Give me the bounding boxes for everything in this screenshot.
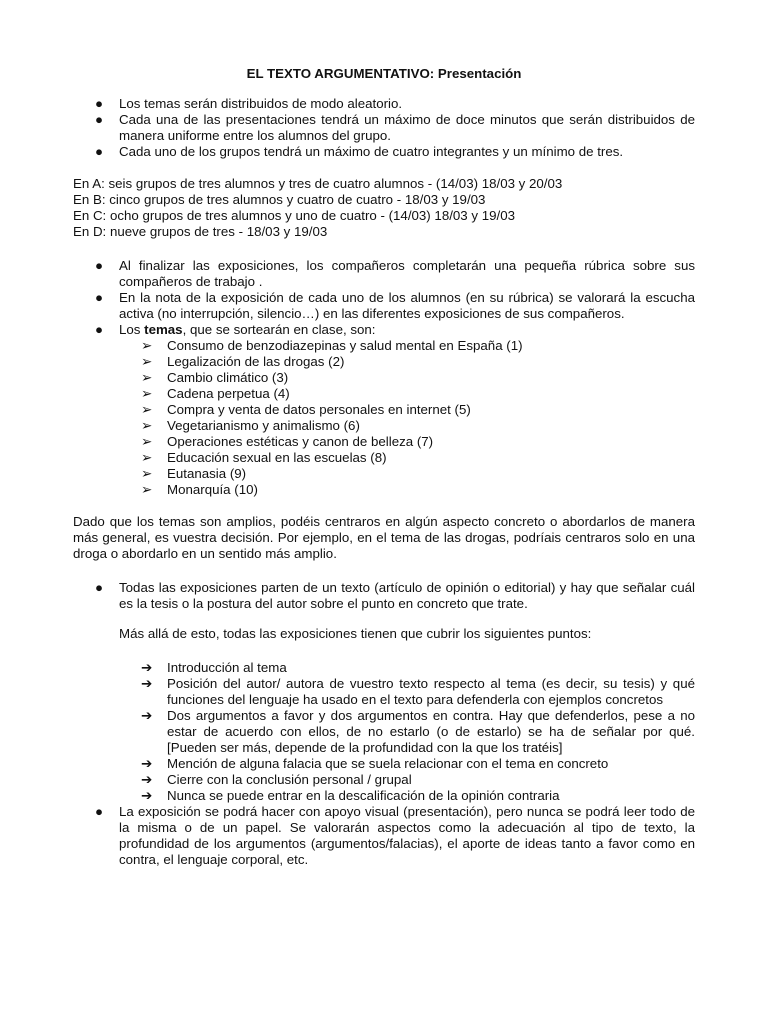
arrowhead-icon: ➢ bbox=[141, 402, 153, 417]
group-line: En B: cinco grupos de tres alumnos y cuatro de cuatro - 18/03 y 19/03 bbox=[73, 192, 486, 207]
bullet-dot-icon: ● bbox=[95, 144, 104, 159]
list-item: ● Al finalizar las exposiciones, los compañeros completarán una pequeña rúbrica sobre sus compañeros de trabajo . bbox=[95, 258, 695, 289]
arrow-right-icon: ➔ bbox=[141, 772, 153, 787]
bullet-dot-icon: ● bbox=[95, 290, 104, 305]
topic-item: ➢ Compra y venta de datos personales en internet (5) bbox=[141, 402, 471, 417]
arrow-right-icon: ➔ bbox=[141, 788, 153, 803]
arrowhead-icon: ➢ bbox=[141, 466, 153, 481]
bullet-dot-icon: ● bbox=[95, 258, 104, 273]
topics-list bbox=[141, 338, 695, 498]
topics-keyword: temas bbox=[144, 322, 183, 337]
topic-item: ➢ Monarquía (10) bbox=[141, 482, 258, 497]
points-list bbox=[141, 660, 695, 804]
topic-item: ➢ Vegetarianismo y animalismo (6) bbox=[141, 418, 360, 433]
group-line: En A: seis grupos de tres alumnos y tres de cuatro alumnos - (14/03) 18/03 y 20/03 bbox=[73, 176, 563, 191]
arrowhead-icon: ➢ bbox=[141, 418, 153, 433]
bullet-dot-icon: ● bbox=[95, 322, 104, 337]
arrow-right-icon: ➔ bbox=[141, 660, 153, 675]
list-item: ● Cada uno de los grupos tendrá un máximo de cuatro integrantes y un mínimo de tres. bbox=[95, 144, 624, 159]
arrow-right-icon: ➔ bbox=[141, 756, 153, 771]
topics-note-paragraph: Dado que los temas son amplios, podéis centraros en algún aspecto concreto o abordarlos de manera más general, es vuestra decisión. Por ejemplo, en el tema de las drogas, podríais centraros solo en una droga o abordarlo en un sentido más amplio. bbox=[73, 514, 695, 561]
document-title: EL TEXTO ARGUMENTATIVO: Presentación bbox=[246, 66, 522, 81]
topic-item: ➢ Eutanasia (9) bbox=[141, 466, 247, 481]
bullet-dot-icon: ● bbox=[95, 580, 104, 595]
points-wrapper bbox=[73, 660, 695, 868]
points-intro-paragraph: Más allá de esto, todas las exposiciones tienen que cubrir los siguientes puntos: bbox=[119, 626, 592, 641]
list-item: ● Cada una de las presentaciones tendrá un máximo de doce minutos que serán distribuidos de manera uniforme entre los alumnos del grupo. bbox=[95, 112, 695, 143]
bullet-dot-icon: ● bbox=[95, 112, 104, 127]
list-item-topics: ● Los temas, que se sortearán en clase, son: ➢ Consumo de benzodiazepinas y salud mental en España (1) ➢ Legalización de las drogas (2) ➢ Cambio climático (3) ➢ Cadena perpetua (4) ➢ Compra y venta de datos personales en internet (5) ➢ Vegetarianismo y animalismo (6) ➢ Operaciones estéticas y canon de belleza (7) ➢ Educación sexual en las escuelas (8) ➢ Eutanasia (9) ➢ Monarquía (10) bbox=[73, 322, 695, 498]
point-item: ➔ Introducción al tema bbox=[141, 660, 287, 675]
arrowhead-icon: ➢ bbox=[141, 386, 153, 401]
arrow-right-icon: ➔ bbox=[141, 708, 153, 723]
arrowhead-icon: ➢ bbox=[141, 370, 153, 385]
list-item: ● En la nota de la exposición de cada uno de los alumnos (en su rúbrica) se valorará la escucha activa (no interrupción, silencio…) en las diferentes exposiciones de sus compañeros. bbox=[95, 290, 695, 321]
intro-bullet-list bbox=[73, 96, 695, 160]
point-item: ➔ Cierre con la conclusión personal / grupal bbox=[141, 772, 412, 787]
group-schedule bbox=[73, 176, 695, 240]
text-bullet-list bbox=[73, 580, 695, 612]
points-container bbox=[73, 660, 695, 804]
point-item: ➔ Dos argumentos a favor y dos argumentos en contra. Hay que defenderlos, pese a no estar de acuerdo con ellos, de no estarlo (o de estarlo) se ha de señalar por qué. [Pueden ser más, depende de la profundidad con la que los tratéis] bbox=[141, 708, 695, 755]
arrow-right-icon: ➔ bbox=[141, 676, 153, 691]
list-item: ● Los temas serán distribuidos de modo aleatorio. bbox=[95, 96, 403, 111]
group-line: En C: ocho grupos de tres alumnos y uno de cuatro - (14/03) 18/03 y 19/03 bbox=[73, 208, 516, 223]
arrowhead-icon: ➢ bbox=[141, 450, 153, 465]
topic-item: ➢ Cambio climático (3) bbox=[141, 370, 289, 385]
arrowhead-icon: ➢ bbox=[141, 434, 153, 449]
bullet-dot-icon: ● bbox=[95, 804, 104, 819]
arrowhead-icon: ➢ bbox=[141, 354, 153, 369]
point-item: ➔ Posición del autor/ autora de vuestro texto respecto al tema (es decir, su tesis) y qué funciones del lenguaje ha usado en el texto para defenderla con ejemplos concretos bbox=[141, 676, 695, 707]
point-item: ➔ Mención de alguna falacia que se suela relacionar con el tema en concreto bbox=[141, 756, 609, 771]
topic-item: ➢ Operaciones estéticas y canon de belleza (7) bbox=[141, 434, 434, 449]
group-line: En D: nueve grupos de tres - 18/03 y 19/03 bbox=[73, 224, 328, 239]
point-item: ➔ Nunca se puede entrar en la descalificación de la opinión contraria bbox=[141, 788, 560, 803]
list-item: ● Todas las exposiciones parten de un texto (artículo de opinión o editorial) y hay que señalar cuál es la tesis o la postura del autor sobre el punto en concreto que trate. bbox=[95, 580, 695, 611]
topic-item: ➢ Legalización de las drogas (2) bbox=[141, 354, 345, 369]
arrowhead-icon: ➢ bbox=[141, 482, 153, 497]
topic-item: ➢ Educación sexual en las escuelas (8) bbox=[141, 450, 387, 465]
rules-bullet-list bbox=[73, 258, 695, 498]
list-item: ● La exposición se podrá hacer con apoyo visual (presentación), pero nunca se podrá leer todo de la misma o de un papel. Se valorarán aspectos como la adecuación al tipo de texto, la profundidad de los argumentos (argumentos/falacias), el aporte de ideas tanto a favor como en contra, el lenguaje corporal, etc. bbox=[95, 804, 695, 867]
topic-item: ➢ Consumo de benzodiazepinas y salud mental en España (1) bbox=[141, 338, 523, 353]
bullet-dot-icon: ● bbox=[95, 96, 104, 111]
arrowhead-icon: ➢ bbox=[141, 338, 153, 353]
topic-item: ➢ Cadena perpetua (4) bbox=[141, 386, 290, 401]
